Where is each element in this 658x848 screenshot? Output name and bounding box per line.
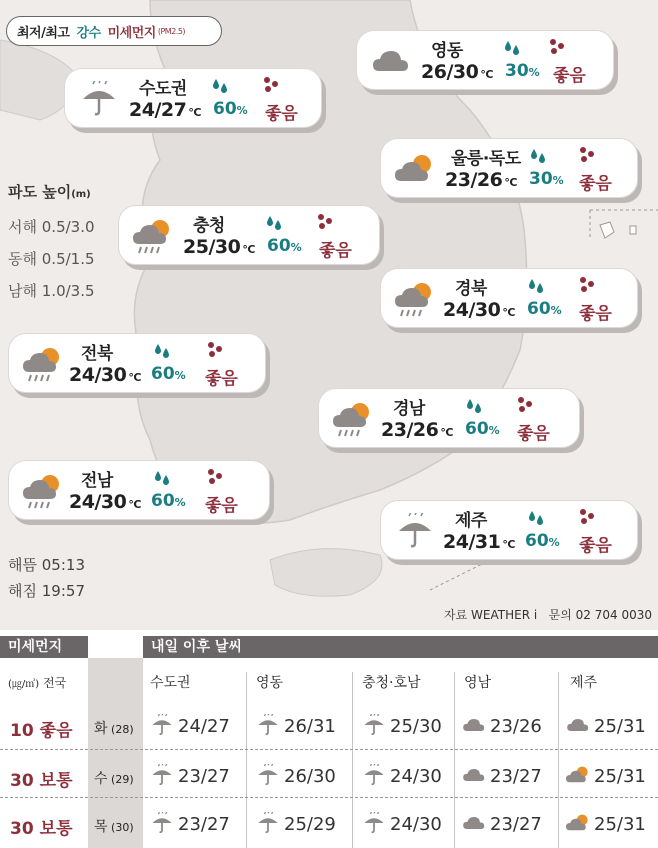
region-card-sudogwon [64, 68, 322, 128]
region-temp: 24/27 °C [129, 99, 201, 121]
region-card-jeonbuk [8, 333, 266, 393]
forecast-temp: 25/30 [390, 716, 442, 737]
region-rain-chance: 30% [505, 61, 540, 81]
region-temp: 26/30 °C [421, 61, 493, 83]
region-name: 영동 [431, 41, 463, 61]
wave-row: 남해 1.0/3.5 [8, 282, 95, 300]
dust-dots-icon [577, 275, 597, 295]
forecast-temp: 25/29 [284, 814, 336, 835]
sun-cloud-icon [395, 151, 435, 187]
legend-minmax: 최저/최고 [17, 25, 70, 41]
rain-drop-icon [529, 147, 547, 165]
row-divider [0, 749, 658, 750]
forecast-header: 내일 이후 날씨 [143, 636, 658, 658]
dust-forecast-value: 30 보통 [10, 771, 73, 791]
region-dust-level: 좋음 [205, 496, 238, 516]
sun-rain-cloud-icon [23, 473, 63, 509]
dust-dots-icon [205, 467, 225, 487]
legend-dust-unit: (PM2.5) [157, 26, 186, 36]
region-temp: 23/26 °C [381, 419, 453, 441]
region-rain-chance: 60% [151, 491, 186, 511]
rain-drop-icon [527, 509, 545, 527]
column-header: 충청·호남 [362, 675, 421, 691]
column-divider [454, 672, 455, 848]
region-temp: 25/30 °C [183, 236, 255, 258]
dust-dots-icon [515, 395, 535, 415]
region-name: 전남 [81, 471, 113, 491]
forecast-day: 목 (30) [94, 819, 134, 835]
forecast-day: 수 (29) [94, 771, 134, 787]
region-dust-level: 좋음 [579, 536, 612, 556]
region-name: 제주 [455, 511, 487, 531]
dust-unit-label: (㎍/㎥) 전국 [8, 676, 67, 690]
column-header: 수도권 [150, 675, 191, 691]
sunrise: 해뜸 05:13 [8, 556, 85, 574]
region-dust-level: 좋음 [205, 369, 238, 389]
legend-dust: 미세먼지 [107, 25, 156, 41]
region-dust-level: 좋음 [553, 66, 586, 86]
rain-drop-icon [265, 214, 283, 232]
rain-drop-icon [465, 397, 483, 415]
column-header: 영남 [464, 675, 492, 691]
region-dust-level: 좋음 [319, 241, 352, 261]
column-header: 영동 [256, 675, 284, 691]
dust-dots-icon [577, 145, 597, 165]
forecast-temp: 26/31 [284, 716, 336, 737]
sun-rain-cloud-icon [333, 401, 373, 437]
forecast-day: 화 (28) [94, 721, 134, 737]
forecast-temp: 23/27 [178, 766, 230, 787]
region-card-gyeongnam [318, 388, 580, 448]
dust-forecast-value: 30 보통 [10, 819, 73, 839]
wave-title: 파도 높이(m) [8, 183, 91, 201]
umbrella-icon [79, 81, 119, 117]
region-temp: 24/30 °C [69, 364, 141, 386]
sun-times [8, 552, 85, 604]
region-temp: 24/31 °C [443, 531, 515, 553]
sunset: 해짐 19:57 [8, 582, 85, 600]
region-card-jeju [380, 500, 638, 560]
region-dust-level: 좋음 [517, 424, 550, 444]
source-credit: 자료 WEATHER i 문의 02 704 0030 [444, 608, 652, 622]
region-name: 전북 [81, 344, 113, 364]
row-divider [0, 797, 658, 798]
rain-drop-icon [153, 342, 171, 360]
region-temp: 24/30 °C [69, 491, 141, 513]
sun-rain-cloud-icon [133, 218, 173, 254]
forecast-temp: 24/30 [390, 766, 442, 787]
region-rain-chance: 30% [529, 169, 564, 189]
sun-rain-cloud-icon [395, 281, 435, 317]
rain-drop-icon [527, 277, 545, 295]
region-dust-level: 좋음 [579, 174, 612, 194]
wave-row: 서해 0.5/3.0 [8, 218, 95, 236]
region-dust-level: 좋음 [265, 104, 298, 124]
region-rain-chance: 60% [465, 419, 500, 439]
region-card-gyeongbuk [380, 268, 638, 328]
region-rain-chance: 60% [213, 99, 248, 119]
forecast-temp: 24/27 [178, 716, 230, 737]
column-divider [558, 672, 559, 848]
forecast-temp: 23/26 [490, 716, 542, 737]
region-rain-chance: 60% [151, 364, 186, 384]
region-rain-chance: 60% [525, 531, 560, 551]
forecast-temp: 24/30 [390, 814, 442, 835]
rain-drop-icon [153, 469, 171, 487]
dust-dots-icon [315, 212, 335, 232]
dust-dots-icon [205, 340, 225, 360]
forecast-temp: 23/27 [490, 766, 542, 787]
dust-forecast-value: 10 좋음 [10, 721, 73, 741]
region-card-jeonnam [8, 460, 270, 520]
region-rain-chance: 60% [267, 236, 302, 256]
legend-rain: 강수 [76, 25, 101, 41]
dust-dots-icon [547, 37, 567, 57]
wave-row: 동해 0.5/1.5 [8, 250, 95, 268]
column-divider [352, 672, 353, 848]
legend [6, 16, 222, 46]
umbrella-icon [395, 513, 435, 549]
region-card-chungcheong [118, 205, 380, 265]
sun-rain-cloud-icon [23, 346, 63, 382]
region-name: 충청 [193, 216, 225, 236]
region-name: 경남 [393, 399, 425, 419]
dust-dots-icon [577, 507, 597, 527]
dust-dots-icon [261, 75, 281, 95]
region-temp: 24/30 °C [443, 299, 515, 321]
column-divider [246, 672, 247, 848]
forecast-temp: 26/30 [284, 766, 336, 787]
forecast-temp: 25/31 [594, 766, 646, 787]
region-temp: 23/26 °C [445, 169, 517, 191]
forecast-temp: 23/27 [490, 814, 542, 835]
cloud-icon [371, 43, 411, 79]
rain-drop-icon [211, 77, 229, 95]
region-card-yeongdong [356, 30, 614, 90]
region-rain-chance: 60% [527, 299, 562, 319]
wave-height-panel [8, 176, 95, 307]
forecast-temp: 23/27 [178, 814, 230, 835]
column-header: 제주 [570, 675, 598, 691]
dust-header: 미세먼지 [0, 636, 88, 658]
forecast-temp: 25/31 [594, 814, 646, 835]
rain-drop-icon [503, 39, 521, 57]
region-card-ulleung-dokdo [380, 138, 638, 198]
region-name: 수도권 [139, 79, 187, 99]
region-dust-level: 좋음 [579, 304, 612, 324]
region-name: 경북 [455, 279, 487, 299]
region-name: 울릉·독도 [451, 149, 521, 169]
forecast-temp: 25/31 [594, 716, 646, 737]
